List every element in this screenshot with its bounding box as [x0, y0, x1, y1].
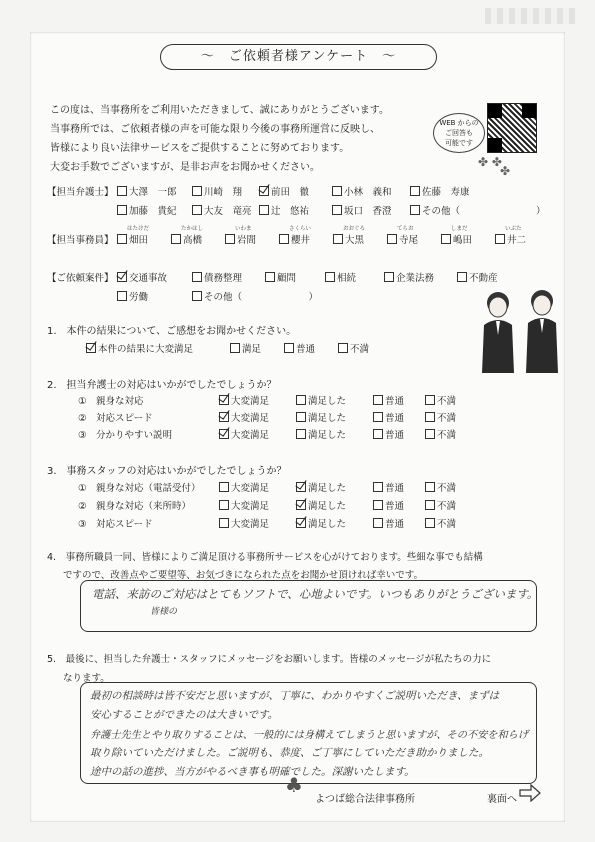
case-option[interactable]: 顧問: [265, 270, 296, 284]
q1-option[interactable]: 普通: [284, 341, 315, 355]
web-answer-bubble: WEB からの ご回答も 可能です: [433, 113, 485, 153]
lawyer-option[interactable]: 大友 竜亮: [192, 203, 252, 217]
staff-option[interactable]: 嶋田 しまだ: [441, 232, 472, 246]
q3-option[interactable]: 不満: [425, 498, 456, 512]
clover-logo-icon: ♣: [285, 773, 303, 797]
q3-row-label: ③ 対応スピード: [78, 519, 153, 530]
q5-answer-line: 最初の相談時は皆不安だと思いますが、丁寧に、わかりやすくご説明いただき、まずは: [90, 690, 500, 702]
q3-option[interactable]: 普通: [373, 516, 404, 530]
arrow-right-icon[interactable]: [519, 784, 541, 802]
lawyer-option[interactable]: 坂口 香澄: [332, 203, 392, 217]
lawyer-option[interactable]: 大澤 一郎: [117, 184, 177, 198]
staff-option[interactable]: 櫻井 さくらい: [279, 232, 310, 246]
case-option[interactable]: 債務整理: [192, 270, 242, 284]
lawyer-option[interactable]: 川崎 翔: [192, 184, 242, 198]
staff-option[interactable]: 岩間 いわま: [225, 232, 256, 246]
question-1: 1. 本件の結果について、ご感想をお聞かせください。: [47, 326, 297, 337]
q2-option[interactable]: 普通: [373, 410, 404, 424]
case-option[interactable]: その他（ ）: [192, 289, 318, 303]
lawyer-option[interactable]: その他（ ）: [410, 203, 546, 217]
question-5: 5. 最後に、担当した弁護士・スタッフにメッセージをお願いします。皆様のメッセージが私たちの力に: [47, 654, 492, 665]
staff-option[interactable]: 高橋 たかはし: [171, 232, 202, 246]
q1-option[interactable]: 満足: [230, 341, 261, 355]
q2-option[interactable]: 不満: [425, 427, 456, 441]
q2-option[interactable]: 大変満足: [219, 410, 269, 424]
q3-row-label: ② 親身な対応（来所時）: [78, 501, 192, 512]
question-4: 4. 事務所職員一同、皆様によりご満足頂ける事務所サービスを心がけております。些細な事でも結構: [47, 552, 483, 563]
question-3: 3. 事務スタッフの対応はいかがでしたでしょうか？: [47, 466, 287, 477]
q2-row-label: ① 親身な対応: [78, 396, 144, 407]
q2-option[interactable]: 不満: [425, 393, 456, 407]
q2-option[interactable]: 普通: [373, 393, 404, 407]
q2-row-label: ③ 分かりやすい説明: [78, 430, 173, 441]
q2-option[interactable]: 満足した: [296, 393, 346, 407]
lawyer-option[interactable]: 辻 悠祐: [259, 203, 309, 217]
q3-option[interactable]: 不満: [425, 516, 456, 530]
clover-icon: ✤: [500, 164, 511, 178]
q4-answer: 電話、来訪のご対応はとてもソフトで、心地よいです。いつもありがとうございます。: [92, 587, 539, 601]
case-option[interactable]: 相続: [325, 270, 356, 284]
q3-option[interactable]: 大変満足: [219, 498, 269, 512]
redacted-id: [485, 8, 575, 24]
q5-answer-line: 安心することができたのは大きいです。: [90, 709, 279, 721]
qr-code-icon[interactable]: [487, 103, 537, 153]
q5-answer-line: 弁護士先生とやり取りすることは、一般的には身構えてしまうと思いますが、その不安を和らげ: [90, 730, 529, 741]
q2-option[interactable]: 満足した: [296, 410, 346, 424]
clover-icon: ✤ ✤: [478, 155, 502, 169]
q2-row-label: ② 対応スピード: [78, 413, 153, 424]
question-2: 2. 担当弁護士の対応はいかがでしたでしょうか？: [47, 380, 277, 391]
staff-option[interactable]: 畑田 はたけだ: [117, 232, 148, 246]
q1-option[interactable]: 不満: [338, 341, 369, 355]
q3-option[interactable]: 不満: [425, 480, 456, 494]
q4-answer-insert: 皆様の: [150, 607, 178, 617]
q3-row-label: ① 親身な対応（電話受付）: [78, 483, 201, 494]
case-option[interactable]: 労働: [117, 289, 148, 303]
q3-option[interactable]: 普通: [373, 480, 404, 494]
lawyer-option[interactable]: 佐藤 寿康: [410, 184, 470, 198]
lawyer-option[interactable]: 小林 義和: [332, 184, 392, 198]
case-option[interactable]: 不動産: [457, 270, 498, 284]
q2-option[interactable]: 満足した: [296, 427, 346, 441]
firm-name: よつば総合法律事務所: [315, 794, 415, 805]
intro-text: この度は、当事務所をご利用いただきまして、誠にありがとうございます。 当事務所では、ご依頼者様の声を可能な限り今後の事務所運営に反映し、 皆様により良い法律サービスをご提供することに努めております。 大変お手数でございますが、是非お声をお聞かせください。: [50, 105, 389, 173]
q5-answer-line: 途中の話の進捗、当方がやるべき事も明確でした。深謝いたします。: [90, 766, 415, 778]
lawyer-option[interactable]: 加藤 貴紀: [117, 203, 177, 217]
staff-option[interactable]: 寺尾 てらお: [387, 232, 418, 246]
staff-option[interactable]: 井二 いぶた: [495, 232, 526, 246]
q5-answer-line: 取り除いていただけました。ご説明も、恭度、ご丁寧にしていただき助かりました。: [90, 747, 489, 759]
q2-option[interactable]: 大変満足: [219, 427, 269, 441]
q3-option[interactable]: 大変満足: [219, 516, 269, 530]
q2-option[interactable]: 大変満足: [219, 393, 269, 407]
q3-option[interactable]: 満足した: [296, 516, 346, 530]
q1-option[interactable]: 本件の結果に大変満足: [86, 341, 193, 355]
lawyers-illustration: [470, 285, 570, 375]
case-option[interactable]: 交通事故: [117, 270, 167, 284]
q3-option[interactable]: 満足した: [296, 480, 346, 494]
staff-option[interactable]: 大黒 おおぐろ: [333, 232, 364, 246]
q3-option[interactable]: 大変満足: [219, 480, 269, 494]
case-option[interactable]: 企業法務: [384, 270, 434, 284]
question-5-line2: なります。: [63, 673, 110, 684]
q3-option[interactable]: 普通: [373, 498, 404, 512]
q3-option[interactable]: 満足した: [296, 498, 346, 512]
lawyer-option[interactable]: 前田 徹: [259, 184, 309, 198]
question-4-line2: ですので、改善点やご要望等、お気づきになられた点をお聞かせ頂ければ幸いです。: [63, 570, 424, 581]
q2-option[interactable]: 不満: [425, 410, 456, 424]
q2-option[interactable]: 普通: [373, 427, 404, 441]
page-title: ～ ご依頼者様アンケート ～: [160, 44, 437, 70]
back-page-label: 裏面へ: [487, 794, 517, 805]
